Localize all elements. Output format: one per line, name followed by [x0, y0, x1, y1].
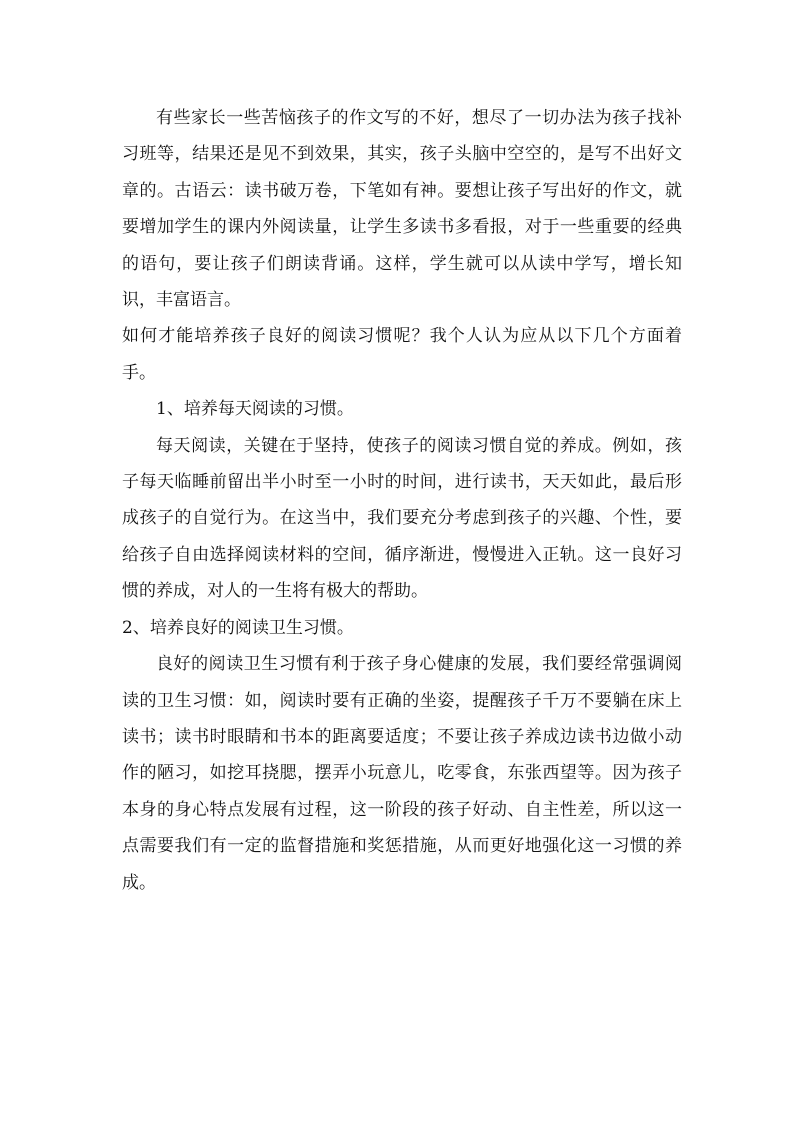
- section-heading-daily-reading: 1、培养每天阅读的习惯。: [156, 399, 354, 420]
- document-body: [122, 100, 682, 901]
- paragraph-reading-hygiene: 良好的阅读卫生习惯有利于孩子身心健康的发展，我们要经常强调阅读的卫生习惯：如，阅读时要有正确的坐姿，提醒孩子千万不要躺在床上读书；读书时眼睛和书本的距离要适度；不要让孩子养成边读书边做小动作的陋习，如挖耳挠腮，摆弄小玩意儿，吃零食，东张西望等。因为孩子本身的身心特点发展有过程，这一阶段的孩子好动、自主性差，所以这一点需要我们有一定的监督措施和奖惩措施，从而更好地强化这一习惯的养成。: [122, 654, 682, 893]
- paragraph-question: 如何才能培养孩子良好的阅读习惯呢？我个人认为应从以下几个方面着手。: [122, 326, 682, 383]
- paragraph-daily-reading: 每天阅读，关键在于坚持，使孩子的阅读习惯自觉的养成。例如，孩子每天临睡前留出半小时至一小时的时间，进行读书，天天如此，最后形成孩子的自觉行为。在这当中，我们要充分考虑到孩子的兴趣、个性，要给孩子自由选择阅读材料的空间，循序渐进，慢慢进入正轨。这一良好习惯的养成，对人的一生将有极大的帮助。: [122, 435, 682, 602]
- paragraph-intro: 有些家长一些苦恼孩子的作文写的不好，想尽了一切办法为孩子找补习班等，结果还是见不到效果，其实，孩子头脑中空空的，是写不出好文章的。古语云：读书破万卷，下笔如有神。要想让孩子写出好的作文，就要增加学生的课内外阅读量，让学生多读书多看报，对于一些重要的经典的语句，要让孩子们朗读背诵。这样，学生就可以从读中学写，增长知识，丰富语言。: [122, 108, 682, 311]
- section-heading-reading-hygiene: 2、培养良好的阅读卫生习惯。: [122, 617, 354, 638]
